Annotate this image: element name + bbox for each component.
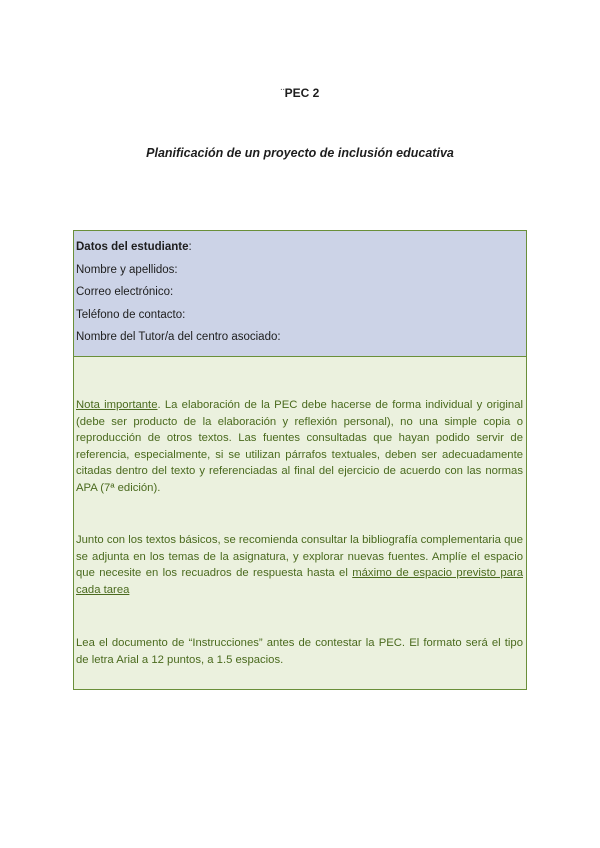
important-note-text: . La elaboración de la PEC debe hacerse de forma individual y original (debe ser producto de la elaboración y reflexión personal), no una simple copia o reproducción de otros textos. Las fuentes consultadas que hayan podido servir de referencia, especialmente, si se utilizan párrafos textuales, deben ser adecuadamente citadas dentro del texto y referenciadas al final del ejercicio de acuerdo con las normas APA (7ª edición). bbox=[76, 399, 523, 494]
student-data-heading bbox=[76, 236, 523, 259]
title-prefix-mark: ¨ bbox=[280, 86, 285, 100]
info-box bbox=[73, 230, 527, 690]
field-name: Nombre y apellidos: bbox=[76, 263, 178, 276]
student-data-section bbox=[74, 231, 526, 357]
student-heading-label: Datos del estudiante bbox=[76, 241, 189, 253]
student-heading-colon: : bbox=[188, 241, 192, 253]
important-note-paragraph bbox=[76, 397, 523, 496]
field-email: Correo electrónico: bbox=[76, 286, 174, 298]
instructions-paragraph: Lea el documento de “Instrucciones” antes de contestar la PEC. El formato será el tipo de letra Arial a 12 puntos, a 1.5 espacios. bbox=[76, 637, 523, 666]
field-phone: Teléfono de contacto: bbox=[76, 308, 186, 321]
page-subtitle: Planificación de un proyecto de inclusión educativa bbox=[146, 146, 454, 160]
title-text: PEC 2 bbox=[284, 86, 320, 100]
bibliography-text: Junto con los textos básicos, se recomienda consultar la bibliografía complementaria que se adjunta en los temas de la asignatura, y explorar nuevas fuentes. Amplíe el espacio que necesite en los recuadros de respuesta hasta el bbox=[76, 534, 523, 579]
field-tutor: Nombre del Tutor/a del centro asociado: bbox=[76, 331, 281, 343]
page-title bbox=[0, 86, 600, 100]
notes-section bbox=[74, 357, 526, 689]
bibliography-paragraph bbox=[76, 532, 523, 598]
important-note-link[interactable]: Nota importante bbox=[76, 399, 158, 411]
max-space-link[interactable]: máximo de espacio previsto para cada tarea bbox=[76, 567, 523, 596]
